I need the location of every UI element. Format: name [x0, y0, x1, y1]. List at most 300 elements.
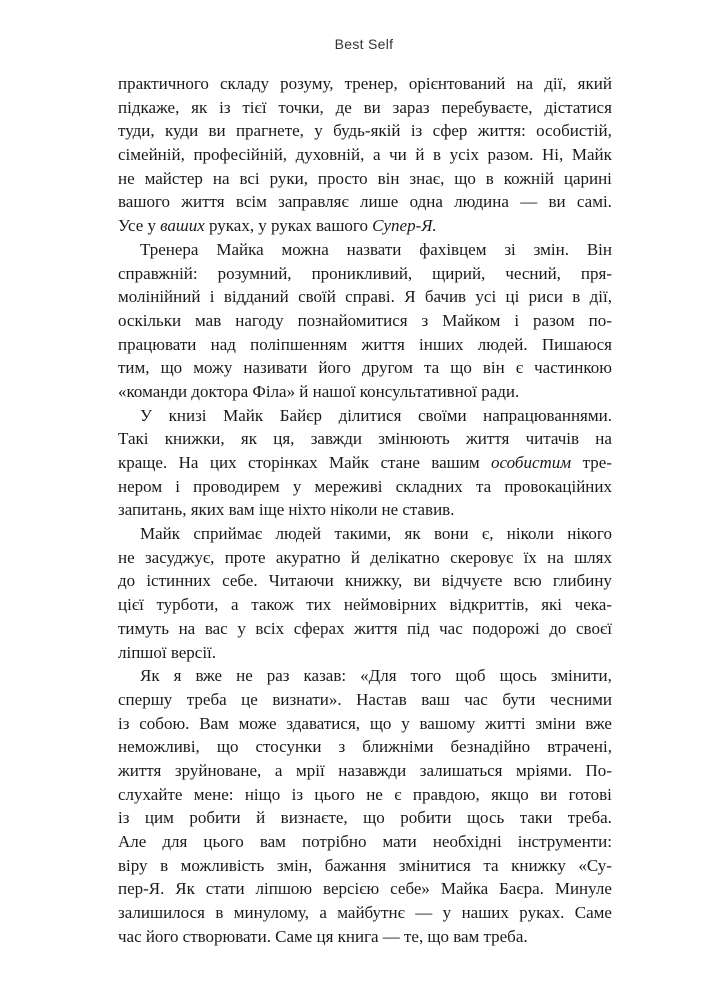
word: із — [118, 713, 130, 733]
word: треба. — [567, 808, 612, 828]
word: наших — [461, 903, 509, 923]
word: розумний, — [217, 263, 292, 283]
text-line — [118, 190, 612, 214]
word: бачив — [424, 287, 467, 307]
text-line — [118, 522, 612, 546]
word: вам — [453, 926, 480, 946]
word: Саме — [574, 903, 612, 923]
word: завжди — [310, 429, 362, 449]
word: їх — [523, 547, 537, 567]
word: себе. — [222, 571, 258, 591]
word: ради. — [481, 381, 520, 401]
word: його — [145, 926, 179, 946]
word: та — [424, 358, 440, 378]
word: те, — [403, 926, 424, 946]
word: Але — [118, 832, 147, 851]
word: тих — [306, 595, 332, 615]
word: всім — [235, 192, 267, 212]
word: відчуєте — [441, 571, 503, 591]
word: та — [483, 855, 499, 875]
word: в — [433, 145, 442, 165]
word: ніколи — [506, 524, 554, 544]
text-line — [118, 546, 612, 570]
word: поліпшенням — [250, 334, 348, 354]
word: життя — [361, 334, 405, 354]
word: залишаться — [419, 760, 503, 780]
text-line — [118, 569, 612, 593]
word: себе» — [390, 879, 430, 899]
word: частинкою — [534, 358, 612, 378]
word: Майком — [442, 310, 501, 330]
word: ваш — [421, 689, 450, 709]
word: ви — [413, 571, 431, 591]
word: турботи, — [156, 595, 219, 615]
word: є, — [481, 524, 494, 544]
word: що — [450, 358, 472, 378]
text-line — [118, 901, 612, 925]
word: кожній — [503, 168, 554, 188]
word: чека- — [574, 595, 612, 615]
word: мав — [195, 310, 222, 330]
word: його — [318, 358, 351, 378]
word: правдою, — [412, 784, 480, 804]
word: із — [410, 121, 423, 141]
word: сприймає — [193, 524, 263, 544]
word: мереживі — [314, 476, 383, 496]
word: у — [237, 618, 246, 638]
word: майстер — [144, 168, 203, 188]
word: запитань, — [118, 500, 187, 520]
word: мати — [382, 832, 417, 851]
word: щоб — [455, 666, 486, 686]
word: акуратно — [275, 547, 341, 567]
word: стати — [205, 879, 245, 899]
word: а — [319, 903, 327, 923]
word: змін, — [276, 855, 313, 875]
word: людей. — [477, 334, 528, 354]
word: у — [442, 903, 452, 923]
word: здаватися, — [286, 713, 361, 733]
word: проте — [224, 547, 266, 567]
word: потрібно — [301, 832, 367, 851]
word: «Для — [360, 666, 397, 686]
word: царині — [563, 168, 612, 188]
word: у — [314, 121, 323, 141]
text-line — [118, 238, 612, 262]
word: молінійний — [118, 287, 201, 307]
word: складних — [395, 476, 463, 496]
word: де — [335, 97, 352, 117]
word: ви — [540, 784, 558, 804]
word: спершу — [118, 689, 173, 709]
word: раз — [266, 666, 290, 686]
word: читачів — [525, 429, 580, 449]
word: тренер, — [344, 74, 398, 93]
word: назвати — [346, 239, 402, 259]
running-header: Best Self — [334, 36, 394, 52]
word: познайомитися — [297, 310, 408, 330]
word: вашому — [419, 713, 476, 733]
word: Я — [404, 287, 416, 307]
word: змінитися — [398, 855, 471, 875]
word: чесний, — [505, 263, 561, 283]
word: цього — [203, 832, 244, 851]
word: у — [401, 713, 410, 733]
word: можливість — [180, 855, 265, 875]
text-line — [118, 427, 612, 451]
word: особистій, — [536, 121, 612, 141]
word: Вам — [199, 713, 229, 733]
word: й — [415, 145, 425, 165]
word: чи — [389, 145, 407, 165]
word: будь-якій — [333, 121, 401, 141]
word: ніколи — [330, 500, 378, 520]
word: на — [547, 547, 564, 567]
word: сфер — [432, 121, 468, 141]
word: є — [394, 784, 402, 804]
word: Байєр — [279, 405, 322, 425]
word: вони — [433, 524, 469, 544]
word: разом — [533, 310, 575, 330]
word: — — [382, 926, 400, 946]
word: віру — [118, 855, 148, 875]
word: на — [212, 168, 230, 188]
word: минулому, — [233, 903, 309, 923]
word: книзі — [168, 405, 207, 425]
word: людей — [275, 524, 322, 544]
word: до — [549, 618, 567, 638]
word: риси — [528, 287, 563, 307]
text-line — [118, 712, 612, 736]
word: під — [407, 618, 430, 638]
word: цим — [144, 808, 174, 828]
word: в — [215, 903, 224, 923]
word: ліпшої — [118, 642, 167, 662]
text-line — [118, 830, 612, 854]
text-line — [118, 143, 612, 167]
text-line — [118, 475, 612, 499]
word: своїми — [418, 405, 467, 425]
word: На — [178, 453, 199, 472]
word: можу — [193, 358, 233, 378]
word: бути — [502, 689, 536, 709]
word: в — [572, 287, 581, 307]
word: орієнтований — [408, 74, 506, 93]
word: справі. — [345, 287, 395, 307]
word: на — [516, 74, 534, 93]
word: Баєра. — [499, 879, 544, 899]
word: По- — [585, 760, 612, 780]
text-line — [118, 72, 612, 96]
word: ви — [548, 192, 566, 212]
word: таки — [519, 808, 553, 828]
word: й — [299, 381, 309, 401]
word: версією — [323, 879, 380, 899]
word: не — [118, 168, 135, 188]
word: і — [514, 310, 520, 330]
word: оскільки — [118, 310, 182, 330]
word: сімейній, — [118, 145, 185, 165]
word: чесними — [549, 689, 612, 709]
word: фахівцем — [419, 239, 487, 259]
word: Ні, — [542, 145, 564, 165]
text-line — [118, 119, 612, 143]
word: не — [236, 666, 253, 686]
word: другом — [362, 358, 413, 378]
word: версії. — [170, 642, 217, 662]
word: консультативної — [359, 381, 478, 401]
word: руках — [270, 216, 312, 236]
word: своєї — [576, 618, 612, 638]
word: у — [258, 216, 267, 236]
word: Майка — [440, 879, 489, 899]
word: відкриттів, — [449, 595, 529, 615]
text-line — [118, 309, 612, 333]
word: нером — [118, 476, 163, 496]
word: ваших — [160, 216, 205, 236]
word: ця, — [273, 429, 295, 449]
word: вас — [204, 618, 228, 638]
word: працювати — [118, 334, 197, 354]
word: сферах — [293, 618, 345, 638]
word: не — [366, 784, 383, 804]
word: та — [475, 476, 492, 496]
word: який — [577, 74, 612, 93]
word: яких — [190, 500, 225, 520]
word: у — [147, 216, 156, 236]
word: розуму, — [280, 74, 334, 93]
word: куди — [164, 121, 199, 141]
text-line — [118, 262, 612, 286]
word: всю — [513, 571, 542, 591]
word: час — [118, 926, 142, 946]
word: всіх — [255, 618, 285, 638]
word: дії, — [589, 287, 612, 307]
word: цього — [314, 784, 355, 804]
word: готові — [568, 784, 612, 804]
word: щось — [499, 666, 537, 686]
word: час — [439, 618, 463, 638]
word: перебуваєте, — [441, 97, 533, 117]
word: складу — [220, 74, 269, 93]
word: на — [595, 429, 612, 449]
word: іще — [258, 500, 285, 520]
word: духовній, — [295, 145, 365, 165]
word: визнаєте, — [280, 808, 348, 828]
word: Майк — [571, 145, 612, 165]
text-line — [118, 167, 612, 191]
word: неймовірних — [343, 595, 437, 615]
word: мріями. — [516, 760, 572, 780]
word: Саме — [275, 926, 313, 946]
word: вашим — [431, 453, 480, 472]
text-line — [118, 877, 612, 901]
word: Майк — [329, 453, 370, 472]
word: засуджує, — [144, 547, 215, 567]
text-line — [118, 593, 612, 617]
word: Тренера — [140, 239, 199, 259]
word: «команди — [118, 381, 188, 401]
word: Усе — [118, 216, 144, 236]
word: як — [404, 524, 421, 544]
word: проникливий, — [311, 263, 413, 283]
word: є — [515, 358, 524, 378]
word: а — [231, 595, 239, 615]
word: дії, — [544, 74, 567, 93]
word: нагоду — [235, 310, 284, 330]
word: знає, — [409, 168, 445, 188]
text-line — [118, 404, 612, 428]
word: ви — [363, 97, 381, 117]
word: всі — [239, 168, 260, 188]
word: й — [350, 547, 360, 567]
word: зруйноване, — [174, 760, 262, 780]
word: якщо — [491, 784, 529, 804]
body-text — [118, 72, 612, 948]
word: життя — [465, 429, 510, 449]
word: вашого — [315, 216, 368, 236]
word: змінити, — [550, 666, 612, 686]
text-line — [118, 285, 612, 309]
word: й — [256, 808, 266, 828]
word: робити — [189, 808, 241, 828]
word: створювати. — [182, 926, 271, 946]
word: зі — [504, 239, 516, 259]
word: пря- — [580, 263, 612, 283]
word: змінюють — [378, 429, 450, 449]
word: як — [240, 429, 257, 449]
word: вже — [585, 713, 612, 733]
word: інших — [419, 334, 464, 354]
word: життя — [354, 618, 398, 638]
word: вашого — [118, 192, 170, 212]
word: для — [162, 832, 188, 851]
word: що — [216, 737, 239, 757]
word: практичного — [118, 74, 209, 93]
word: професійній, — [193, 145, 288, 165]
word: називати — [243, 358, 308, 378]
word: Майк — [223, 405, 264, 425]
word: у — [292, 476, 302, 496]
word: час — [464, 689, 488, 709]
word: що — [427, 926, 449, 946]
word: а — [372, 145, 381, 165]
word: Такі — [118, 429, 149, 449]
text-line — [118, 380, 612, 404]
word: щось — [466, 808, 505, 828]
word: руках. — [519, 903, 565, 923]
word: лише — [360, 192, 399, 212]
text-line — [118, 664, 612, 688]
word: ближніми — [362, 737, 434, 757]
word: а — [274, 760, 283, 780]
word: такими, — [334, 524, 392, 544]
text-line — [118, 688, 612, 712]
word: з — [338, 737, 346, 757]
word: ця — [316, 926, 334, 946]
word: Майка — [216, 239, 264, 259]
word: необхідні — [432, 832, 502, 851]
word: майбутнє — [337, 903, 405, 923]
word: Як — [140, 666, 160, 686]
word: одна — [409, 192, 443, 212]
word: слухайте — [118, 784, 183, 804]
word: треба — [186, 689, 227, 709]
word: Філа» — [252, 381, 296, 401]
word: вже — [195, 666, 223, 686]
word: в — [160, 855, 169, 875]
word: як — [191, 97, 208, 117]
word: мрії — [295, 760, 325, 780]
word: нікого — [567, 524, 612, 544]
word: тимуть — [118, 618, 169, 638]
word: визнати». — [272, 689, 342, 709]
word: що — [160, 358, 183, 378]
word: напрацюваннями. — [483, 405, 612, 425]
word: вам — [259, 832, 286, 851]
text-line — [118, 617, 612, 641]
text-line — [118, 854, 612, 878]
word: людина — [454, 192, 509, 212]
word: ці — [505, 287, 520, 307]
word: він — [377, 168, 400, 188]
word: вам — [228, 500, 255, 520]
word: своїй — [298, 287, 336, 307]
word: Супер-Я. — [372, 216, 437, 236]
word: безнадійно — [450, 737, 531, 757]
word: мене: — [193, 784, 234, 804]
word: точки, — [278, 97, 324, 117]
text-line — [118, 333, 612, 357]
word: робити — [400, 808, 452, 828]
word: ви — [208, 121, 226, 141]
word: по- — [588, 310, 612, 330]
word: не — [118, 547, 135, 567]
word: туди, — [118, 121, 155, 141]
word: У — [140, 405, 153, 425]
word: житті — [485, 713, 526, 733]
word: сторінках — [248, 453, 318, 472]
word: пер-Я. — [118, 879, 165, 899]
word: також — [251, 595, 294, 615]
word: залишилося — [118, 903, 205, 923]
word: треба. — [483, 926, 528, 946]
word: книга — [337, 926, 379, 946]
word: стане — [380, 453, 420, 472]
word: на — [178, 618, 196, 638]
word: зараз — [392, 97, 430, 117]
word: собою. — [139, 713, 190, 733]
word: із — [219, 97, 231, 117]
text-line — [118, 759, 612, 783]
word: Читаючи — [268, 571, 334, 591]
word: — — [415, 903, 433, 923]
word: назавжди — [338, 760, 407, 780]
text-line — [118, 498, 612, 522]
word: книжку — [511, 855, 566, 875]
word: і — [209, 287, 215, 307]
text-line — [118, 783, 612, 807]
word: стосунки — [255, 737, 322, 757]
text-line — [118, 735, 612, 759]
word: особистим — [491, 453, 572, 472]
word: руках, — [209, 216, 255, 236]
word: він — [482, 358, 505, 378]
word: шлях — [574, 547, 612, 567]
word: краще. — [118, 453, 168, 472]
word: Настав — [356, 689, 407, 709]
word: глибину — [552, 571, 612, 591]
